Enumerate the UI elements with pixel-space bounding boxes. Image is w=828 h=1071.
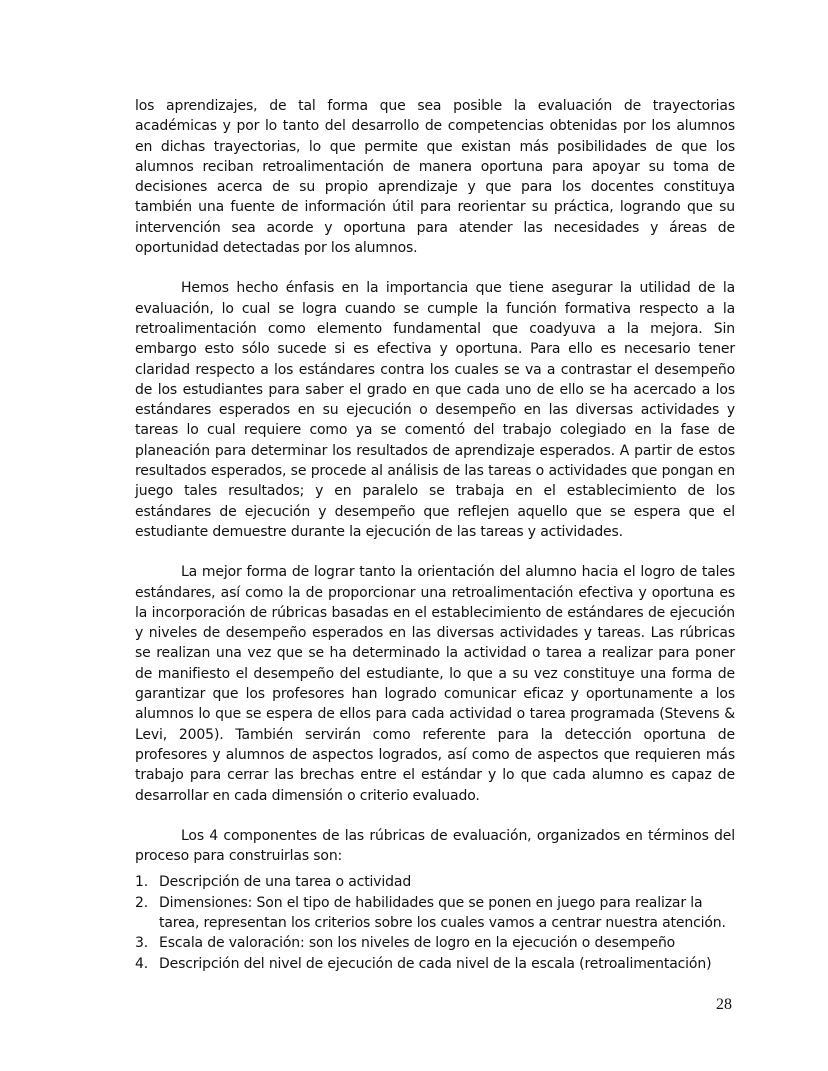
list-item xyxy=(135,893,735,934)
paragraph-rubrics: La mejor forma de lograr tanto la orientación del alumno hacia el logro de tales estándares, así como la de proporcionar una retroalimentación efectiva y oportuna es la incorporación de rúbricas basadas en el establecimiento de estándares de ejecución y niveles de desempeño esperados en las diversas actividades y tareas. Las rúbricas se realizan una vez que se ha determinado la actividad o tarea a realizar para poner de manifiesto el desempeño del estudiante, lo que a su vez constituye una forma de garantizar que los profesores han logrado comunicar eficaz y oportunamente a los alumnos lo que se espera de ellos para cada actividad o tarea programada (Stevens & Levi, 2005). También servirán como referente para la detección oportuna de profesores y alumnos de aspectos logrados, así como de aspectos que requieren más trabajo para cerrar las brechas entre el estándar y lo que cada alumno es capaz de desarrollar en cada dimensión o criterio evaluado. xyxy=(135,564,735,804)
list-item-text: Escala de valoración: son los niveles de logro en la ejecución o desempeño xyxy=(159,935,676,952)
list-item-number: 2. xyxy=(135,894,149,911)
list-item-number: 1. xyxy=(135,874,149,891)
list-item-number: 4. xyxy=(135,955,149,972)
list-item-text: Dimensiones: Son el tipo de habilidades que se ponen en juego para realizar la tarea, representan los criterios sobre los cuales vamos a centrar nuestra atención. xyxy=(159,894,726,931)
list-item xyxy=(135,933,735,953)
list-item-text: Descripción del nivel de ejecución de cada nivel de la escala (retroalimentación) xyxy=(159,955,712,972)
components-list xyxy=(135,872,735,973)
list-item xyxy=(135,872,735,892)
list-item-number: 3. xyxy=(135,935,149,952)
paragraph-continuation: los aprendizajes, de tal forma que sea posible la evaluación de trayectorias académicas y por lo tanto del desarrollo de competencias obtenidas por los alumnos en dichas trayectorias, lo que permite que existan más posibilidades de que los alumnos reciban retroalimentación de manera oportuna para apoyar su toma de decisiones acerca de su propio aprendizaje y que para los docentes constituya también una fuente de información útil para reorientar su práctica, logrando que su intervención sea acorde y oportuna para atender las necesidades y áreas de oportunidad detectadas por los alumnos. xyxy=(135,98,735,257)
list-item xyxy=(135,954,735,974)
paragraph-feedback-emphasis: Hemos hecho énfasis en la importancia que tiene asegurar la utilidad de la evaluación, lo cual se logra cuando se cumple la función formativa respecto a la retroalimentación como elemento fundamental que coadyuva a la mejora. Sin embargo esto sólo sucede si es efectiva y oportuna. Para ello es necesario tener claridad respecto a los estándares contra los cuales se va a contrastar el desempeño de los estudiantes para saber el grado en que cada uno de ello se ha acercado a los estándares esperados en su ejecución o desempeño en las diversas actividades y tareas lo cual requiere como ya se comentó del trabajo colegiado en la fase de planeación para determinar los resultados de aprendizaje esperados. A partir de estos resultados esperados, se procede al análisis de las tareas o actividades que pongan en juego tales resultados; y en paralelo se trabaja en el establecimiento de los estándares de ejecución y desempeño que reflejen aquello que se espera que el estudiante demuestre durante la ejecución de las tareas y actividades. xyxy=(135,280,735,540)
page-number: 28 xyxy=(716,996,732,1013)
body-text xyxy=(135,96,735,974)
list-item-text: Descripción de una tarea o actividad xyxy=(159,874,412,891)
paragraph-components-intro: Los 4 componentes de las rúbricas de evaluación, organizados en términos del proceso para construirlas son: xyxy=(135,827,735,865)
